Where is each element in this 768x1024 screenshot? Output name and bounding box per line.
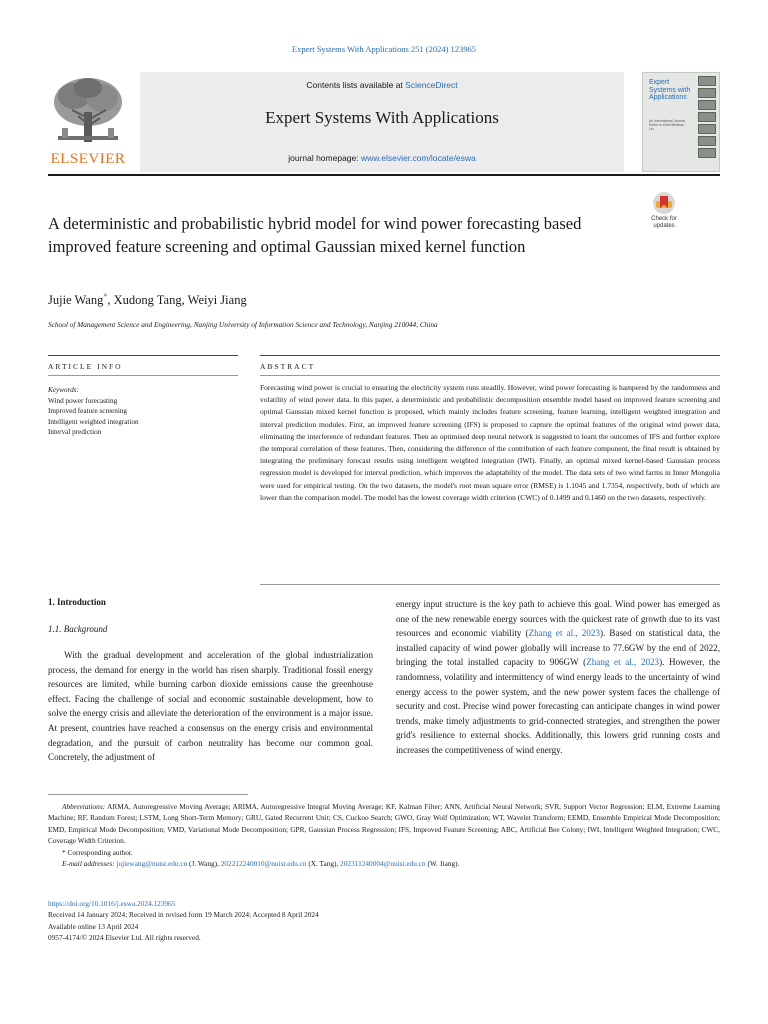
author-name[interactable]: Jujie Wang xyxy=(48,293,104,308)
section-heading-introduction: 1. Introduction xyxy=(48,597,106,607)
email-owner: (J. Wang), xyxy=(187,859,221,869)
author-name[interactable]: Xudong Tang xyxy=(113,293,182,308)
publisher-wordmark: ELSEVIER xyxy=(50,151,126,167)
author-name[interactable]: Weiyi Jiang xyxy=(187,293,247,308)
crossmark-icon xyxy=(653,192,675,214)
author-separator: , xyxy=(181,293,188,308)
keyword-item: Intelligent weighted integration xyxy=(48,417,139,426)
cover-tile xyxy=(698,76,716,86)
author-separator: , xyxy=(107,293,114,308)
available-online-date: Available online 13 April 2024 xyxy=(48,921,139,931)
body-text: ). Based on statistical data, the installed capacity of wind power globally will increase to 77.6GW by the end of 2022, bringing the total installed capacity to 906GW ( xyxy=(396,628,720,668)
body-text: ). However, the randomness, volatility and intermittency of wind energy leads to the uncertainty of wind energy access to the power system, and the new power system faces the challenge of security and cost. Precise wind power forecasting can anticipate changes in wind power trends, make timely adjustments to grid-connected strategies, and strengthen the power grid's resilience to external shocks. Additionally, this lowers grid running costs and increases the competitiveness of wind energy. xyxy=(396,657,720,755)
author-list xyxy=(48,292,247,308)
cover-tile xyxy=(698,88,716,98)
abstract-bottom-divider xyxy=(260,584,720,585)
email-addresses xyxy=(48,858,720,869)
masthead-divider xyxy=(48,174,720,176)
email-owner: (W. Jiang). xyxy=(425,859,460,869)
email-owner: (X. Tang), xyxy=(306,859,341,869)
corresponding-author-mark[interactable]: * xyxy=(103,292,108,301)
body-text: energy input structure is the key path to achieve this goal. Wind power has emerged as one of the new renewable energy sources with the quickest rate of growth due to its vast resources and economic viability ( xyxy=(396,599,720,639)
contents-line xyxy=(140,80,624,90)
subsection-heading-background: 1.1. Background xyxy=(48,624,108,634)
article-info-heading: ARTICLE INFO xyxy=(48,362,123,371)
citation-link[interactable]: Zhang et al., 2023 xyxy=(528,628,600,639)
cover-tile xyxy=(698,136,716,146)
keyword-item: Interval prediction xyxy=(48,428,102,437)
copyright-notice: 0957-4174/© 2024 Elsevier Ltd. All rights reserved. xyxy=(48,933,201,943)
journal-title: Expert Systems With Applications xyxy=(265,108,499,127)
running-head[interactable]: Expert Systems With Applications 251 (2024) 123965 xyxy=(291,44,477,54)
doi-link[interactable]: https://doi.org/10.1016/j.eswa.2024.123965 xyxy=(48,899,176,908)
email-link[interactable]: 202311240004@nuist.edu.cn xyxy=(340,859,426,869)
homepage-prefix: journal homepage: xyxy=(288,153,361,163)
journal-cover-thumbnail[interactable] xyxy=(642,72,720,172)
keywords-block xyxy=(48,385,238,438)
journal-masthead xyxy=(48,72,720,172)
abstract-subdivider xyxy=(260,375,720,376)
cover-subtitle xyxy=(649,119,689,131)
footnote-divider xyxy=(48,794,248,795)
publisher-logo[interactable] xyxy=(48,72,128,172)
abbreviations-footnote xyxy=(48,801,720,847)
keyword-item: Improved feature screening xyxy=(48,407,128,416)
received-dates: Received 14 January 2024; Received in revised form 19 March 2024; Accepted 8 April 2024 xyxy=(48,910,319,920)
cover-subtitle-text: An International Journal xyxy=(649,119,685,123)
elsevier-tree-icon xyxy=(50,74,126,150)
sciencedirect-link[interactable]: ScienceDirect xyxy=(405,80,458,90)
abstract-divider xyxy=(260,355,720,356)
abstract-body: Forecasting wind power is crucial to ensuring the electricity system runs steadily. However, wind power forecasting is hampered by the randomness and volatility of wind power data. In this paper, a deterministic and probabilistic decomposition ensemble model based on improved feature screening and optimal Gaussian mixed kernel function is proposed, which mainly includes feature screening, feature learning, intelligent weighted integration and interval prediction modules. First, an improved feature screening (IFS) is proposed to capture the optimal features of the original wind power data, eliminating the interference of redundant features. Then an optimised deep neural network is suggested to learn the outcomes of IFS and further explore the temporal correlation of these features. Then, considering the difference of the contribution of each feature component, the final result is obtained by integrating the preliminary forecast results using intelligent weighted integration (IWI). Finally, an optimal mixed kernel-based Gaussian process regression model is developed for interval prediction, which improves the adaptability of the model. The data sets of two wind farms in Inner Mongolia were used for empirical testing. On the two datasets, the model's root mean square error (RMSE) is 1.1045 and 1.7354, respectively, both of which are lower than the comparison model. The model has the lowest coverage width criterion (CWC) of 0.1499 and 0.1460 on the two datasets, respectively. xyxy=(260,383,720,502)
cover-tile xyxy=(698,124,716,134)
email-link[interactable]: 202212240010@nuist.edu.cn xyxy=(220,859,307,869)
cover-editors: Editor-in-Chief Binshan Lin xyxy=(649,123,684,131)
abbreviations-label: Abbreviations: xyxy=(62,802,106,811)
keyword-item: Wind power forecasting xyxy=(48,396,118,405)
cover-title: Expert Systems with Applications xyxy=(649,79,691,102)
email-label: E-mail addresses: xyxy=(62,859,115,869)
check-for-updates-badge[interactable] xyxy=(646,192,682,236)
article-info-divider xyxy=(48,355,238,356)
abbreviations-text: ARMA, Autoregressive Moving Average; ARIMA, Autoregressive Integral Moving Average; KF, Kalman Filter; ANN, Artificial Neural Network; SVR, Support Vector Regression; ELM, Extreme Learning Machine; RF, Random Forest; LSTM, Long Short-Term Memory; GRU, Gated Recurrent Unit; CS, Cuckoo Search; GWO, Gray Wolf Optimization; WT, Wavelet Transform; EEMD, Ensemble Empirical Mode Decomposition; EMD, Empirical Mode Decomposition; VMD, Variational Mode Decomposition; GPR, Gaussian Process Regression; IFS, Improved Feature Screening; ABC, Artificial Bee Colony; IWI, Intelligent Weighted Integration; CWC, Coverage Width Criterion. xyxy=(48,802,720,846)
article-info-subdivider xyxy=(48,375,238,376)
author-affiliation: School of Management Science and Engineering, Nanjing University of Information Science and Technology, Nanjing 210044, China xyxy=(48,320,438,329)
journal-homepage-link[interactable]: www.elsevier.com/locate/eswa xyxy=(360,153,476,163)
cover-tile xyxy=(698,100,716,110)
keywords-label: Keywords: xyxy=(48,386,79,394)
email-link[interactable]: jujiewang@nuist.edu.cn xyxy=(116,859,188,869)
contents-prefix: Contents lists available at xyxy=(306,80,406,90)
abstract-heading: ABSTRACT xyxy=(260,362,316,371)
cover-tile xyxy=(698,112,716,122)
homepage-line xyxy=(140,153,624,163)
corresponding-author-note: * Corresponding author. xyxy=(62,847,133,857)
citation-link[interactable]: Zhang et al., 2023 xyxy=(586,657,660,668)
article-metadata xyxy=(48,898,720,944)
body-paragraph-right xyxy=(396,597,720,758)
article-title: A deterministic and probabilistic hybrid model for wind power forecasting based improved feature screening and optimal Gaussian mixed kernel function xyxy=(48,214,582,256)
cover-tile xyxy=(698,148,716,158)
crossmark-label: Check for updates xyxy=(651,216,677,229)
cover-image-tiles xyxy=(698,76,716,160)
body-paragraph-left: With the gradual development and acceleration of the global industrialization process, the demand for energy in the world has risen sharply. Traditional fossil energy resources are limited, while burning carbon dioxide emissions cause the greenhouse effect. Facing the challenge of social and economic sustainable development, how to solve the energy crisis and alleviate the deterioration of the environment is a major issue. At present, countries have reached a consensus on the energy crisis and environmental degradation, and the pursuit of carbon neutrality has become our common goal. Concretely, the adjustment of xyxy=(48,650,373,763)
masthead-banner xyxy=(140,72,624,172)
footnotes xyxy=(48,801,720,869)
